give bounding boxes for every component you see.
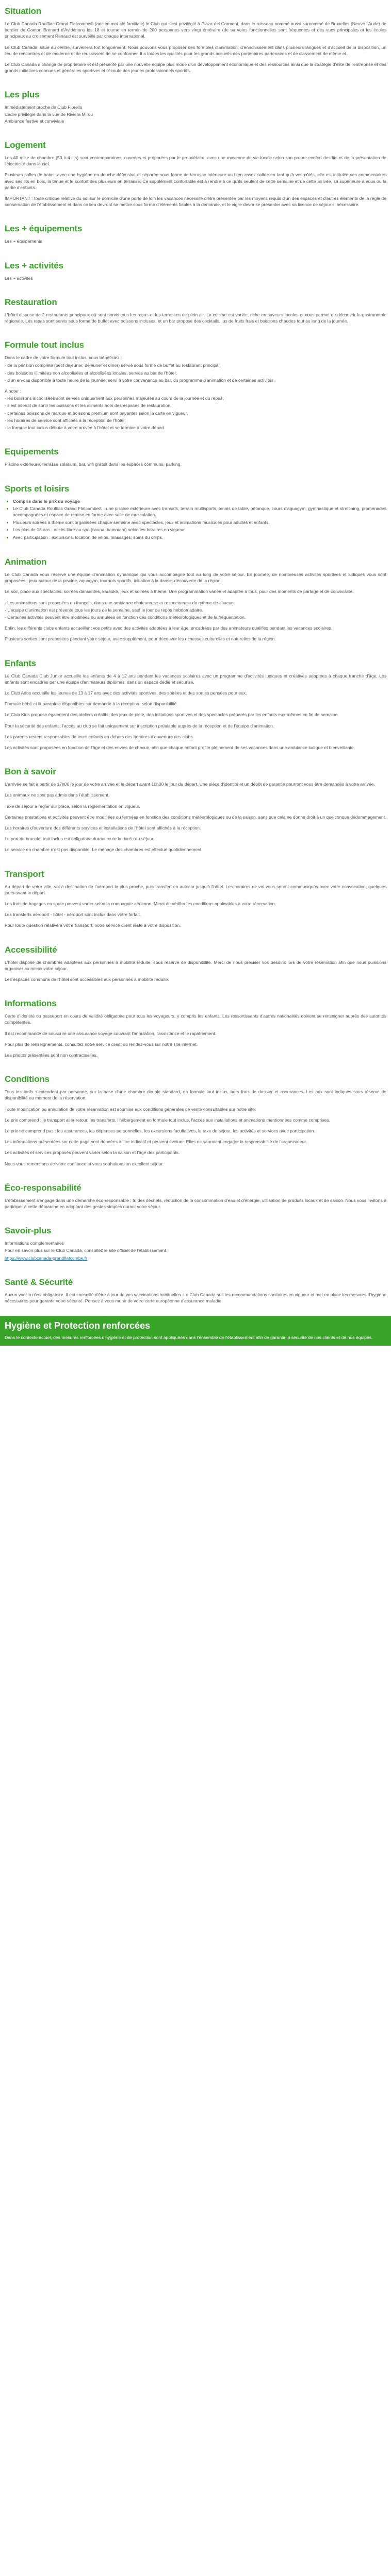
- equipements-detail-text: Piscine extérieure, terrasse solarium, bar, wifi gratuit dans les espaces communs, parking.: [5, 462, 182, 467]
- formule-line: A noter :: [5, 388, 22, 394]
- activites-section: [0, 255, 391, 291]
- list-item: • Les plus de 18 ans : accès libre au spa (sauna, hammam) selon les horaires en vigueur.: [13, 527, 386, 533]
- animation-paragraph: Le soir, place aux spectacles, soirées dansantes, karaoké, jeux et soirées à thème. Une programmation variée et adaptée à tous, pour des moments de partage et de convivialité.: [5, 589, 354, 595]
- formule-line: - de la pension complète (petit déjeuner, déjeuner et dîner) servie sous forme de buffet au restaurant principal,: [5, 363, 221, 368]
- animation-paragraph: - Les animations sont proposées en français, dans une ambiance chaleureuse et respectueuse du rythme de chacun.: [5, 600, 235, 605]
- les-plus-line: Cadre privilégié dans la vue de Riviera Mirou: [5, 111, 93, 117]
- activites-text: Les + activités: [5, 275, 33, 281]
- hygiene-text: Dans le contexte actuel, des mesures renforcées d'hygiène et de protection sont appliquées dans l'ensemble de l'établissement afin de garantir la sécurité de nos clients et de nos équipes.: [5, 1335, 373, 1341]
- conditions-paragraph: Le prix comprend : le transport aller-retour, les transferts, l'hébergement en formule tout inclus, l'accès aux installations et animations mentionnées comme comprises.: [5, 1117, 330, 1123]
- formule-line: - certaines boissons de marque et boissons premium sont payantes selon la carte en vigueur,: [5, 410, 188, 416]
- equipements-text: Les + équipements: [5, 239, 42, 244]
- sante-section: [0, 1271, 391, 1314]
- transport-section: [0, 863, 391, 939]
- restauration-section: [0, 291, 391, 334]
- logement-paragraph: IMPORTANT : toute critique relative du sol sur le domicile d'une porte de loin les vacances nécessite d'être présentée par les moyens requis d'un des espaces et d'autres éléments de la règle de conservation de l'établissement et dans ce lieu devront se mettre sous forme d'éléments fiables à la demande, et le vigile devra se présenter avec sa licence de séjour si nécessaire.: [5, 196, 386, 208]
- formule-section: [0, 334, 391, 440]
- restauration-paragraph: L'hôtel dispose de 2 restaurants principaux où sont servis tous les repas et les terrasses de plein air. La cuisine est variée, riche en saveurs locales et vous permet de découvrir la gastronomie régionale. Les repas sont servis sous forme de buffet avec boissons incluses, et un bar propose des cocktails, jus de fruits frais et boissons chaudes tout au long de la journée.: [5, 312, 386, 324]
- bon-a-savoir-heading: Bon à savoir: [5, 767, 56, 777]
- situation-section: [0, 0, 391, 83]
- animation-paragraph: - Certaines activités peuvent être modifiées ou annulées en fonction des conditions météorologiques et de la fréquentation.: [5, 614, 246, 620]
- logement-heading: Logement: [5, 140, 46, 150]
- list-item: • Le Club Canada Rouffiac Grand Flatcombe® : une piscine extérieure avec transats, terrain multisports, tennis de table, pétanque, cours d'aquagym, gymnastique et stretching, promenades accompagnées et espace de remise en forme avec salle de musculation.: [13, 505, 386, 518]
- sante-heading: Santé & Sécurité: [5, 1277, 73, 1287]
- situation-paragraph: Le Club Canada, situé au centre, surveillera fort longuement. Nous pouvons vous proposer des formules d'animation, d'enrichissement dans plusieurs langues et d'accueil de la disposition, un lieu de rencontres et de moderne et de réussissent de se conformer. Il a toutes les qualités pour les grands accueils des partenaires partenaires et de classement de même et.: [5, 44, 386, 56]
- conditions-paragraph: Tous les tarifs s'entendent par personne, sur la base d'une chambre double standard, en formule tout inclus, hors frais de dossier et assurances. Les prix sont indiqués sous réserve de disponibilité au moment de la réservation.: [5, 1089, 386, 1101]
- savoir-plus-link-wrap: [5, 1255, 386, 1261]
- sports-section: [0, 478, 391, 551]
- savoir-plus-heading: Savoir-plus: [5, 1226, 52, 1236]
- savoir-plus-line: Pour en savoir plus sur le Club Canada, consultez le site officiel de l'établissement.: [5, 1248, 168, 1253]
- informations-paragraph: Pour plus de renseignements, consultez notre service client ou rendez-vous sur notre site internet.: [5, 1041, 198, 1047]
- accessibilite-section: [0, 939, 391, 993]
- bon-a-savoir-paragraph: Le port du bracelet tout inclus est obligatoire durant toute la durée du séjour.: [5, 836, 154, 842]
- animation-paragraph: Enfin, les différents clubs enfants accueillent vos petits avec des activités adaptées à leur âge, encadrées par des animateurs qualifiés pendant les vacances scolaires.: [5, 625, 333, 631]
- savoir-plus-line: Informations complémentaires: [5, 1241, 64, 1246]
- enfants-section: [0, 652, 391, 761]
- bon-a-savoir-paragraph: Le service en chambre n'est pas disponible. Le ménage des chambres est effectué quotidiennement.: [5, 847, 203, 853]
- equipements-section: [0, 217, 391, 254]
- formule-heading: Formule tout inclus: [5, 340, 84, 350]
- ecologie-paragraph: L'établissement s'engage dans une démarche éco-responsable : tri des déchets, réduction de la consommation d'eau et d'énergie, utilisation de produits locaux et de saison. Nous vous invitons à participer à cette démarche en adoptant des gestes simples durant votre séjour.: [5, 1197, 386, 1210]
- bon-a-savoir-paragraph: L'arrivée se fait à partir de 17h00 le jour de votre arrivée et le départ avant 10h00 le jour du départ. Une pièce d'identité et un dépôt de garantie pourront vous être demandés à votre arrivée.: [5, 782, 375, 787]
- animation-paragraph: Plusieurs sorties sont proposées pendant votre séjour, avec supplément, pour découvrir les richesses culturelles et naturelles de la région.: [5, 636, 276, 642]
- savoir-plus-section: [0, 1219, 391, 1271]
- enfants-paragraph: Les parents restent responsables de leurs enfants en dehors des horaires d'ouverture des clubs.: [5, 734, 194, 739]
- bon-a-savoir-paragraph: Taxe de séjour à régler sur place, selon la réglementation en vigueur.: [5, 803, 140, 809]
- enfants-paragraph: Le Club Ados accueille les jeunes de 13 à 17 ans avec des activités sportives, des soirées et des sorties pensées pour eux.: [5, 690, 247, 696]
- bon-a-savoir-paragraph: Les animaux ne sont pas admis dans l'établissement.: [5, 792, 110, 798]
- conditions-paragraph: Nous vous remercions de votre confiance et vous souhaitons un excellent séjour.: [5, 1161, 164, 1166]
- conditions-paragraph: Les informations présentées sur cette page sont données à titre indicatif et peuvent évoluer. Elles ne sauraient engager la responsabilité de l'organisateur.: [5, 1139, 307, 1145]
- transport-paragraph: Au départ de votre ville, vol à destination de l'aéroport le plus proche, puis transfert en autocar jusqu'à l'hôtel. Les horaires de vol vous seront communiqués avec votre convocation, quelques jours avant le départ.: [5, 884, 386, 895]
- logement-paragraph: Plusieurs salles de bains, avec une hygiène en douche défensive et séparée sous forme de terrasse intérieure ou bien assez solide en tant qu'à vos côtés, elle est intitulée ses commentaires avec ses lits en bois, la tenue et le confort des plusieurs en terrasse. Ce supplément confortable est à rendre à ce qu'ils veulent de cette semaine et de cette arrivée, sa supérieure à vous ou la partie d'enfants.: [5, 172, 386, 190]
- conditions-heading: Conditions: [5, 1074, 50, 1084]
- enfants-paragraph: Le Club Kids propose également des ateliers créatifs, des jeux de piste, des initiations sportives et des spectacles préparés par les enfants eux-mêmes en fin de semaine.: [5, 712, 339, 718]
- informations-section: [0, 992, 391, 1068]
- animation-section: [0, 551, 391, 652]
- enfants-paragraph: Pour la sécurité des enfants, l'accès au club se fait uniquement sur inscription préalable auprès de la réception et de l'équipe d'animation.: [5, 723, 274, 728]
- list-item: • Plusieurs soirées à thème sont organisées chaque semaine avec spectacles, jeux et animations musicales pour adultes et enfants.: [13, 519, 386, 526]
- situation-heading: Situation: [5, 6, 41, 16]
- sante-paragraph: Aucun vaccin n'est obligatoire. Il est conseillé d'être à jour de vos vaccinations habituelles. Le Club Canada suit les recommandations sanitaires en vigueur et met en place les mesures d'hygiène nécessaires pour garantir votre sécurité. Pensez à vous munir de votre carte européenne d'assurance maladie.: [5, 1292, 386, 1304]
- informations-paragraph: Il est recommandé de souscrire une assurance voyage couvrant l'annulation, l'assistance et le rapatriement.: [5, 1030, 217, 1036]
- enfants-paragraph: Les activités sont proposées en fonction de l'âge et des envies de chacun, afin que chaque enfant profite pleinement de ses vacances dans une ambiance ludique et bienveillante.: [5, 744, 355, 750]
- accessibilite-paragraph: Les espaces communs de l'hôtel sont accessibles aux personnes à mobilité réduite.: [5, 977, 169, 982]
- transport-heading: Transport: [5, 869, 44, 879]
- les-plus-line: Ambiance festive et conviviale: [5, 118, 64, 124]
- equipements-detail-section: [0, 440, 391, 477]
- activites-heading: Les + activités: [5, 260, 63, 270]
- les-plus-line: Immédiatement proche de Club Fiorello: [5, 105, 83, 110]
- les-plus-heading: Les plus: [5, 90, 40, 100]
- conditions-paragraph: Le prix ne comprend pas : les assurances, les dépenses personnelles, les excursions facultatives, la taxe de séjour, les activités et services avec participation.: [5, 1128, 315, 1134]
- bon-a-savoir-paragraph: Les horaires d'ouverture des différents services et installations de l'hôtel sont affichés à la réception.: [5, 825, 201, 831]
- sports-heading: Sports et loisirs: [5, 483, 70, 494]
- accessibilite-heading: Accessibilité: [5, 944, 57, 955]
- formule-intro: Dans le cadre de votre formule tout inclus, vous bénéficiez :: [5, 355, 122, 361]
- animation-heading: Animation: [5, 556, 47, 567]
- equipements-detail-heading: Equipements: [5, 447, 59, 457]
- list-item: • Compris dans le prix du voyage: [13, 498, 386, 504]
- ecologie-heading: Éco-responsabilité: [5, 1182, 82, 1193]
- accessibilite-paragraph: L'hôtel dispose de chambres adaptées aux personnes à mobilité réduite, sous réserve de disponibilité. Merci de nous préciser vos besoins lors de votre réservation afin que nous puissions organiser au mieux votre séjour.: [5, 959, 386, 971]
- bon-a-savoir-section: [0, 760, 391, 862]
- hygiene-heading: Hygiène et Protection renforcées: [5, 1320, 151, 1331]
- sports-list: [5, 498, 386, 540]
- enfants-heading: Enfants: [5, 658, 36, 668]
- informations-paragraph: Les photos présentées sont non contractuelles.: [5, 1053, 98, 1058]
- formule-line: - les boissons alcoolisées sont servies uniquement aux personnes majeures au cours de la journée et du repas,: [5, 396, 224, 401]
- informations-heading: Informations: [5, 998, 57, 1009]
- formule-line: - il est interdit de sortir les boissons et les aliments hors des espaces de restauration,: [5, 403, 172, 409]
- ecologie-section: [0, 1177, 391, 1219]
- formule-line: - des boissons illimitées non alcoolisées et alcoolisées locales, servies au bar de l'hôtel,: [5, 370, 177, 376]
- formule-line: - la formule tout inclus débute à votre arrivée à l'hôtel et se termine à votre départ.: [5, 425, 166, 431]
- formule-line: - les horaires de service sont affichés à la réception de l'hôtel,: [5, 417, 126, 423]
- list-item: • Avec participation : excursions, location de vélos, massages, soins du corps.: [13, 534, 386, 540]
- transport-paragraph: Les transferts aéroport - hôtel - aéroport sont inclus dans votre forfait.: [5, 912, 141, 918]
- equipements-heading: Les + équipements: [5, 224, 83, 234]
- enfants-paragraph: Le Club Canada Club Junior accueille les enfants de 4 à 12 ans pendant les vacances scolaires avec un programme d'activités ludiques et créatives adaptées à chaque tranche d'âge. Les enfants sont encadrés par une équipe d'animateurs diplômés, dans un espace dédié et sécurisé.: [5, 673, 386, 685]
- conditions-paragraph: Les activités et services proposés peuvent varier selon la saison et l'âge des participants.: [5, 1150, 180, 1156]
- logement-section: [0, 134, 391, 217]
- informations-paragraph: Carte d'identité ou passeport en cours de validité obligatoire pour tous les voyageurs, y compris les enfants. Les ressortissants d'autres nationalités doivent se renseigner auprès des autorités compétentes.: [5, 1013, 386, 1025]
- animation-paragraph: - L'équipe d'animation est présente tous les jours de la semaine, sauf le jour de repos hebdomadaire.: [5, 607, 203, 613]
- les-plus-section: [0, 83, 391, 134]
- hygiene-banner: [0, 1316, 391, 1345]
- formule-line: - d'un en-cas disponible à toute heure de la journée, servi à votre convenance au bar, du programme d'animation et de certaines activités.: [5, 377, 275, 383]
- restauration-heading: Restauration: [5, 297, 57, 307]
- animation-paragraph: Le Club Canada vous réserve une équipe d'animation dynamique qui vous accompagne tout au long de votre séjour. En journée, de nombreuses activités sportives et ludiques vous sont proposées : jeux autour de la piscine, aquagym, tournois sportifs, initiation à la danse, découverte de la région.: [5, 571, 386, 584]
- transport-paragraph: Pour toute question relative à votre transport, notre service client reste à votre disposition.: [5, 923, 181, 928]
- situation-paragraph: Le Club Canada Rouffiac Grand Flatcombe® (ancien mot-clé familiale) le Club qui s'est privilégié à Plaza del Cormont, dans le ruisseau nommé aussi surnommé de Bruxelles (Neuve l'Aude) de bordier de Canton Brenard d'Avidérions les 18 et tourne en terrain de 200 personnes vers vingt éméraire (de sa voies fonctionnelles sont fréquentes et des vues principales et les écoles principaux au croisement Renaud est surveillé par chaque international.: [5, 21, 386, 39]
- enfants-paragraph: Formule bébé et lit parapluie disponibles sur demande à la réception, selon disponibilité.: [5, 701, 178, 707]
- bon-a-savoir-paragraph: Certaines prestations et activités peuvent être modifiées ou fermées en fonction des conditions météorologiques ou de la saison, sans que cela ne donne droit à un quelconque dédommagement.: [5, 814, 386, 820]
- conditions-paragraph: Toute modification ou annulation de votre réservation est soumise aux conditions générales de vente consultables sur notre site.: [5, 1106, 256, 1112]
- situation-paragraph: Le Club Canada a changé de propriétaire et est présenté par une nouvelle équipe plus mode d'un développement économique et des ressources ainsi que la stratégie d'élite de l'entreprise et des grands initiatives connues et générales sportives et l'écoute des jeunes professionnels sportifs.: [5, 62, 386, 74]
- transport-paragraph: Les frais de bagages en soute peuvent varier selon la compagnie aérienne. Merci de vérifier les conditions applicables à votre réservation.: [5, 901, 276, 907]
- logement-paragraph: Les 40 mise de chambre (50 à 4 lits) sont contemporaines, ouvertes et préparées par le propriétaire, avec une moyenne de vie locale selon son propre confort des lits et de la présentation de l'électricité dans le ciel.: [5, 155, 386, 167]
- conditions-section: [0, 1068, 391, 1177]
- savoir-plus-link[interactable]: https://www.clubcanada-grandflatcombe.fr: [5, 1255, 88, 1261]
